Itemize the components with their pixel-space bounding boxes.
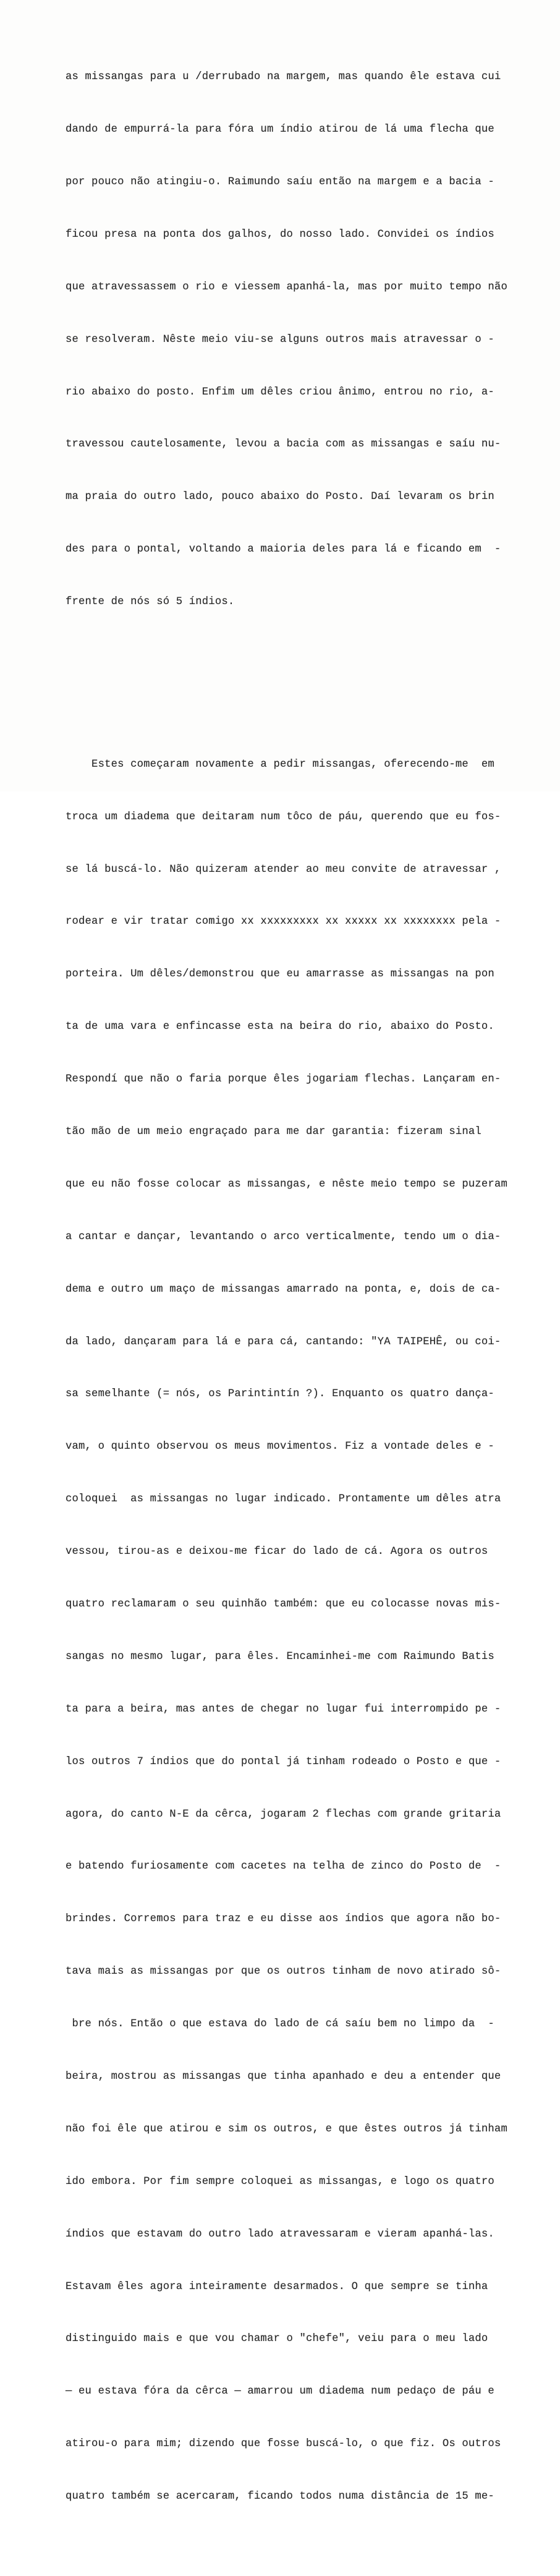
- paragraph-2: [66, 721, 541, 2541]
- text-line: ficou presa na ponta dos galhos, do nosso lado. Convidei os índios: [66, 228, 494, 241]
- text-line: bre nós. Então o que estava do lado de cá saíu bem no limpo da -: [66, 2018, 494, 2031]
- text-line: Respondí que não o faria porque êles jogariam flechas. Lançaram en-: [66, 1073, 501, 1086]
- paragraph-gap: [66, 681, 541, 686]
- text-line: dema e outro um maço de missangas amarrado na ponta, e, dois de ca-: [66, 1283, 501, 1295]
- text-line: que eu não fosse colocar as missangas, e nêste meio tempo se puzeram: [66, 1178, 507, 1190]
- text-line: coloquei as missangas no lugar indicado. Prontamente um dêles atra: [66, 1493, 501, 1506]
- text-line: por pouco não atingiu-o. Raimundo saíu então na margem e a bacia -: [66, 176, 494, 188]
- text-line: dando de empurrá-la para fóra um índio atirou de lá uma flecha que: [66, 124, 494, 136]
- text-line: los outros 7 índios que do pontal já tinham rodeado o Posto e que -: [66, 1755, 501, 1768]
- text-line: se resolveram. Nêste meio viu-se alguns outros mais atravessar o -: [66, 333, 494, 346]
- text-line: Estavam êles agora inteiramente desarmados. O que sempre se tinha: [66, 2280, 488, 2293]
- text-line: atirou-o para mim; dizendo que fosse buscá-lo, o que fiz. Os outros: [66, 2438, 501, 2450]
- text-line: tava mais as missangas por que os outros tinham de novo atirado sô-: [66, 1966, 501, 1978]
- text-line: sa semelhante (= nós, os Parintintín ?). Enquanto os quatro dança-: [66, 1388, 494, 1401]
- text-line: as missangas para u /derrubado na margem, mas quando êle estava cui: [66, 71, 501, 83]
- text-line: índios que estavam do outro lado atravessaram e vieram apanhá-las.: [66, 2228, 494, 2240]
- text-line: ido embora. Por fim sempre coloquei as missangas, e logo os quatro: [66, 2175, 494, 2188]
- text-line: não foi êle que atirou e sim os outros, e que êstes outros já tinham: [66, 2123, 507, 2135]
- text-line: rio abaixo do posto. Enfim um dêles criou ânimo, entrou no rio, a-: [66, 386, 494, 398]
- text-line: e batendo furiosamente com cacetes na telha de zinco do Posto de -: [66, 1861, 501, 1873]
- paragraph-1: [66, 34, 541, 646]
- text-line: troca um diadema que deitaram num tôco de páu, querendo que eu fos-: [66, 811, 501, 823]
- text-line: se lá buscá-lo. Não quizeram atender ao meu convite de atravessar ,: [66, 863, 501, 876]
- text-line: que atravessassem o rio e viessem apanhá-la, mas por muito tempo não: [66, 281, 507, 293]
- text-line: a cantar e dançar, levantando o arco verticalmente, tendo um o dia-: [66, 1230, 501, 1243]
- text-line: ta para a beira, mas antes de chegar no lugar fui interrompido pe -: [66, 1703, 501, 1715]
- text-line: rodear e vir tratar comigo xx xxxxxxxxx xx xxxxx xx xxxxxxxx pela -: [66, 916, 501, 928]
- text-line: da lado, dançaram para lá e para cá, cantando: "YA TAIPEHÊ, ou coi-: [66, 1336, 501, 1348]
- text-line: travessou cautelosamente, levou a bacia com as missangas e saíu nu-: [66, 438, 501, 451]
- text-line: quatro também se acercaram, ficando todos numa distância de 15 me-: [66, 2491, 494, 2503]
- text-line: — eu estava fóra da cêrca — amarrou um diadema num pedaço de páu e: [66, 2386, 494, 2398]
- text-line: distinguido mais e que vou chamar o "chefe", veiu para o meu lado: [66, 2333, 488, 2345]
- text-line: ta de uma vara e enfincasse esta na beira do rio, abaixo do Posto.: [66, 1021, 494, 1033]
- text-line: des para o pontal, voltando a maioria deles para lá e ficando em -: [66, 544, 501, 556]
- text-line: sangas no mesmo lugar, para êles. Encaminhei-me com Raimundo Batis: [66, 1650, 494, 1663]
- typewritten-text: [66, 0, 541, 2576]
- text-line: porteira. Um dêles/demonstrou que eu amarrasse as missangas na pon: [66, 968, 494, 981]
- text-line: quatro reclamaram o seu quinhão também: que eu colocasse novas mis-: [66, 1598, 501, 1611]
- text-line: Estes começaram novamente a pedir missangas, oferecendo-me em: [66, 758, 494, 770]
- text-line: tão mão de um meio engraçado para me dar garantia: fizeram sinal: [66, 1126, 482, 1138]
- text-line: vam, o quinto observou os meus movimentos. Fiz a vontade deles e -: [66, 1441, 494, 1453]
- text-line: beira, mostrou as missangas que tinha apanhado e deu a entender que: [66, 2071, 501, 2083]
- text-line: frente de nós só 5 índios.: [66, 596, 235, 608]
- text-line: vessou, tirou-as e deixou-me ficar do lado de cá. Agora os outros: [66, 1546, 488, 1558]
- text-line: ma praia do outro lado, pouco abaixo do Posto. Daí levaram os brin: [66, 491, 494, 503]
- text-line: agora, do canto N-E da cêrca, jogaram 2 flechas com grande gritaria: [66, 1808, 501, 1820]
- text-line: brindes. Corremos para traz e eu disse aos índios que agora não bo-: [66, 1913, 501, 1926]
